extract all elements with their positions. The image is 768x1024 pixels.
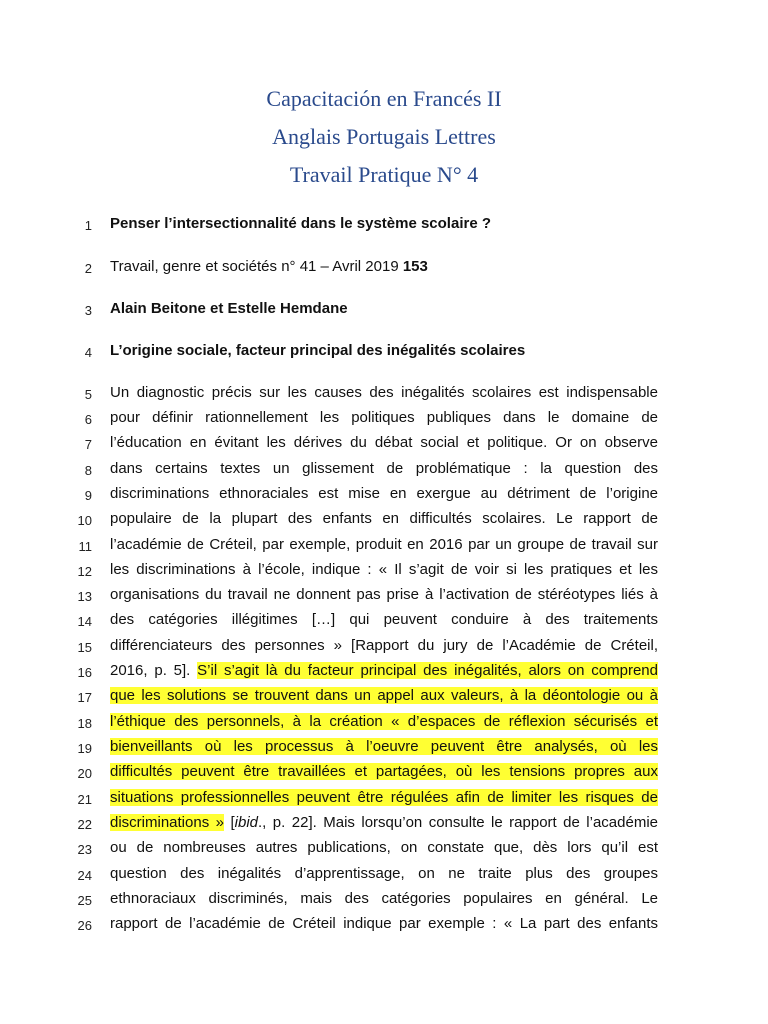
- doc-title-line-2: Anglais Portugais Lettres: [272, 124, 496, 149]
- body-line: question des inégalités d’apprentissage, on ne traite plus des groupes: [110, 865, 658, 882]
- highlighted-text: difficultés peuvent être travaillées et partagées, où les tensions propres aux: [110, 763, 658, 780]
- article-source: [110, 257, 658, 277]
- highlighted-text: que les solutions se trouvent dans un appel aux valeurs, à la déontologie ou à: [110, 687, 658, 704]
- line-number: 9: [84, 488, 92, 503]
- line-number: 3: [84, 303, 92, 318]
- line-number: 11: [78, 539, 92, 554]
- line-number: 26: [77, 918, 92, 933]
- body-line: pour définir rationnellement les politiques publiques dans le domaine de: [110, 409, 658, 426]
- line-number: 13: [77, 589, 92, 604]
- line-number: 12: [77, 564, 92, 579]
- line-number: 23: [77, 842, 92, 857]
- line-number: 6: [84, 412, 92, 427]
- line-number: 18: [77, 716, 92, 731]
- article-authors: Alain Beitone et Estelle Hemdane: [110, 300, 348, 317]
- line-number: 17: [77, 690, 92, 705]
- body-text: [: [224, 814, 235, 831]
- doc-title-line-3: Travail Pratique N° 4: [289, 162, 479, 187]
- body-line: rapport de l’académie de Créteil indique par exemple : « La part des enfants: [110, 915, 658, 932]
- body-line: [110, 686, 658, 706]
- highlighted-text: l’éthique des personnels, à la création « d’espaces de réflexion sécurisés et: [110, 713, 658, 730]
- body-line: différenciateurs des personnes » [Rapport du jury de l’Académie de Créteil,: [110, 637, 658, 654]
- body-line: [110, 712, 658, 732]
- source-text: Travail, genre et sociétés n° 41 – Avril 2019: [110, 258, 403, 275]
- line-number: 16: [77, 665, 92, 680]
- body-line: ou de nombreuses autres publications, on constate que, dès lors qu’il est: [110, 839, 658, 856]
- doc-title-line-1: Capacitación en Francés II: [266, 86, 502, 111]
- line-number: 19: [77, 741, 92, 756]
- body-line: dans certains textes un glissement de problématique : la question des: [110, 460, 658, 477]
- line-number: 10: [77, 513, 92, 528]
- body-line: l’académie de Créteil, par exemple, produit en 2016 par un groupe de travail sur: [110, 536, 658, 553]
- body-line: discriminations ethnoraciales est mise en exergue au détriment de l’origine: [110, 485, 658, 502]
- line-number: 4: [84, 345, 92, 360]
- body-line: [110, 788, 658, 808]
- section-heading: L’origine sociale, facteur principal des inégalités scolaires: [110, 342, 526, 359]
- body-line: [110, 813, 658, 833]
- line-number: 25: [77, 893, 92, 908]
- line-number: 22: [77, 817, 92, 832]
- line-number: 2: [84, 261, 92, 276]
- italic-text: ibid: [234, 814, 259, 831]
- line-number: 14: [77, 614, 92, 629]
- line-number: 24: [77, 868, 92, 883]
- line-number: 15: [77, 640, 92, 655]
- body-text: 2016, p. 5].: [110, 662, 198, 679]
- line-number: 8: [84, 463, 92, 478]
- article-title: Penser l’intersectionnalité dans le système scolaire ?: [110, 215, 491, 232]
- body-line: organisations du travail ne donnent pas prise à l’activation de stéréotypes liés à: [110, 586, 658, 603]
- body-line: populaire de la plupart des enfants en difficultés scolaires. Le rapport de: [110, 510, 658, 527]
- line-number: 20: [77, 766, 92, 781]
- body-line: [110, 762, 658, 782]
- line-number: 21: [77, 792, 92, 807]
- page-number: 153: [402, 258, 428, 275]
- line-number: 7: [84, 437, 92, 452]
- body-line: [110, 737, 658, 757]
- highlighted-text: situations professionnelles peuvent être régulées afin de limiter les risques de: [110, 789, 658, 806]
- highlighted-text: S’il s’agit là du facteur principal des inégalités, alors on comprend: [197, 662, 658, 679]
- highlighted-text: discriminations »: [110, 814, 225, 831]
- body-line: les discriminations à l’école, indique : « Il s’agit de voir si les pratiques et les: [110, 561, 658, 578]
- line-number: 5: [84, 387, 92, 402]
- highlighted-text: bienveillants où les processus à l’oeuvre peuvent être analysés, où les: [110, 738, 658, 755]
- line-number: 1: [84, 218, 92, 233]
- body-line: des catégories illégitimes […] qui peuvent conduire à des traitements: [110, 611, 658, 628]
- body-line: Un diagnostic précis sur les causes des inégalités scolaires est indispensable: [110, 384, 658, 401]
- body-line: l’éducation en évitant les dérives du débat social et politique. Or on observe: [110, 434, 658, 451]
- body-text: ., p. 22]. Mais lorsqu’on consulte le rapport de l’académie: [258, 814, 658, 831]
- body-line: [110, 661, 658, 681]
- body-line: ethnoraciaux discriminés, mais des catégories populaires en général. Le: [110, 890, 658, 907]
